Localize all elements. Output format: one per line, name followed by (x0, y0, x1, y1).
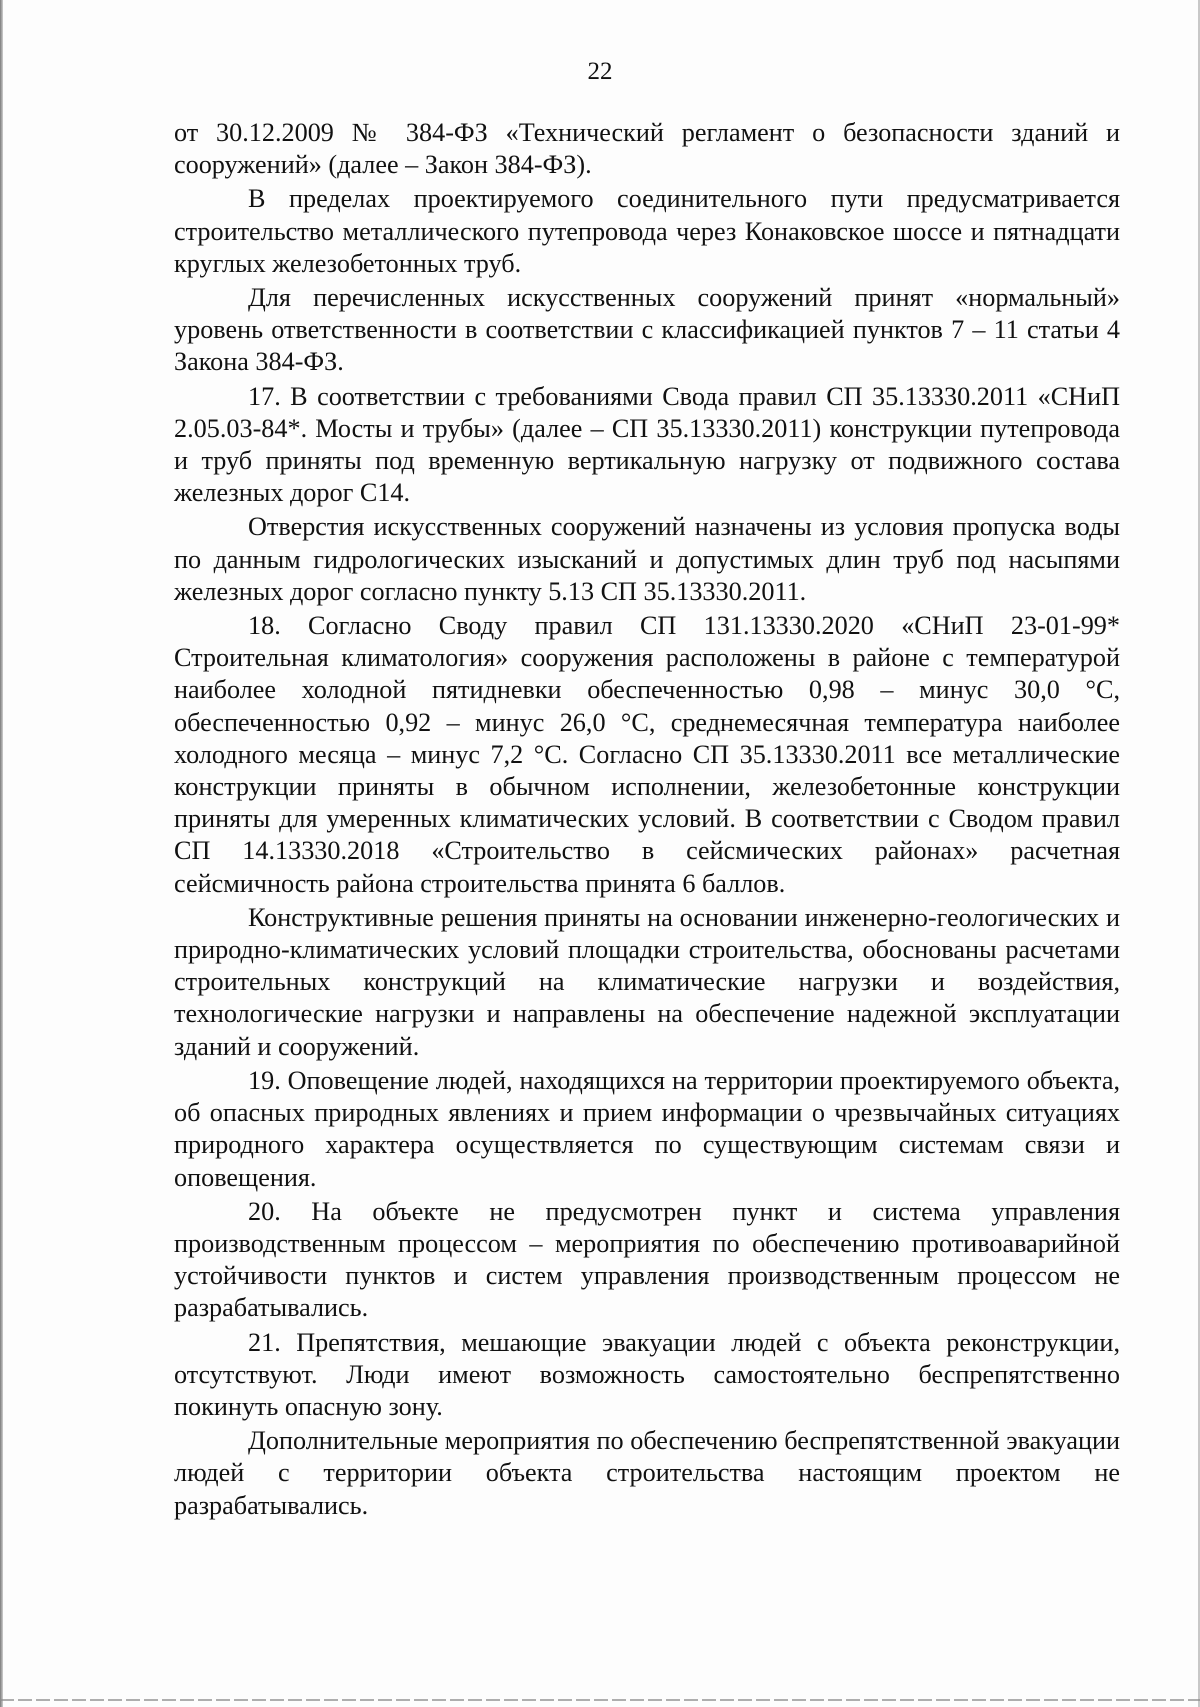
scan-bottom-edge (0, 1699, 1200, 1701)
paragraph-structural-solutions: Конструктивные решения приняты на основании инженерно-геологических и природно-климатических условий площадки строительства, обоснованы расчетами строительных конструкций на климатические нагрузки и воздействия, технологические нагрузки и направлены на обеспечение надежной эксплуатации зданий и сооружений. (174, 902, 1120, 1061)
paragraph-additional-measures: Дополнительные мероприятия по обеспечению беспрепятственной эвакуации людей с территории объекта строительства настоящим проектом не разрабатывались. (174, 1426, 1120, 1520)
paragraph-openings: Отверстия искусственных сооружений назначены из условия пропуска воды по данным гидрологических изысканий и допустимых длин труб под насыпями железных дорог согласно пункту 5.13 СП 35.13330.2011. (174, 512, 1120, 606)
paragraph-construction-scope: В пределах проектируемого соединительного пути предусматривается строительство металлического путепровода через Конаковское шоссе и пятнадцати круглых железобетонных труб. (174, 184, 1120, 278)
document-body (174, 117, 1120, 1524)
paragraph-21-evacuation: 21. Препятствия, мешающие эвакуации людей с объекта реконструкции, отсутствуют. Люди имеют возможность самостоятельно беспрепятственно покинуть опасную зону. (174, 1327, 1120, 1421)
paragraph-18-climate: 18. Согласно Своду правил СП 131.13330.2020 «СНиП 23-01-99* Строительная климатология» сооружения расположены в районе с температурой наиболее холодной пятидневки обеспеченностью 0,98 – минус 30,0 °C, обеспеченностью 0,92 – минус 26,0 °C, среднемесячная температура наиболее холодного месяца – минус 7,2 °C. Согласно СП 35.13330.2011 все металлические конструкции приняты в обычном исполнении, железобетонные конструкции приняты для умеренных климатических условий. В соответствии с Сводом правил СП 14.13330.2018 «Строительство в сейсмических районах» расчетная сейсмичность района строительства принята 6 баллов. (174, 611, 1120, 898)
page-number: 22 (587, 58, 613, 85)
paragraph-19-notification: 19. Оповещение людей, находящихся на территории проектируемого объекта, об опасных природных явлениях и прием информации о чрезвычайных ситуациях природного характера осуществляется по существующим системам связи и оповещения. (174, 1065, 1120, 1192)
paragraph-17-loads: 17. В соответствии с требованиями Свода правил СП 35.13330.2011 «СНиП 2.05.03-84*. Мосты и трубы» (далее – СП 35.13330.2011) конструкции путепровода и труб приняты под временную вертикальную нагрузку от подвижного состава железных дорог С14. (174, 381, 1120, 508)
scan-left-edge (0, 0, 3, 1707)
paragraph-20-control: 20. На объекте не предусмотрен пункт и система управления производственным процессом – мероприятия по обеспечению противоаварийной устойчивости пунктов и систем управления производственным процессом не разрабатывались. (174, 1196, 1120, 1323)
paragraph-continuation: от 30.12.2009 № 384-ФЗ «Технический регламент о безопасности зданий и сооружений» (далее – Закон 384-ФЗ). (174, 118, 1120, 180)
paragraph-responsibility-level: Для перечисленных искусственных сооружений принят «нормальный» уровень ответственности в соответствии с классификацией пунктов 7 – 11 статьи 4 Закона 384-ФЗ. (174, 283, 1120, 377)
